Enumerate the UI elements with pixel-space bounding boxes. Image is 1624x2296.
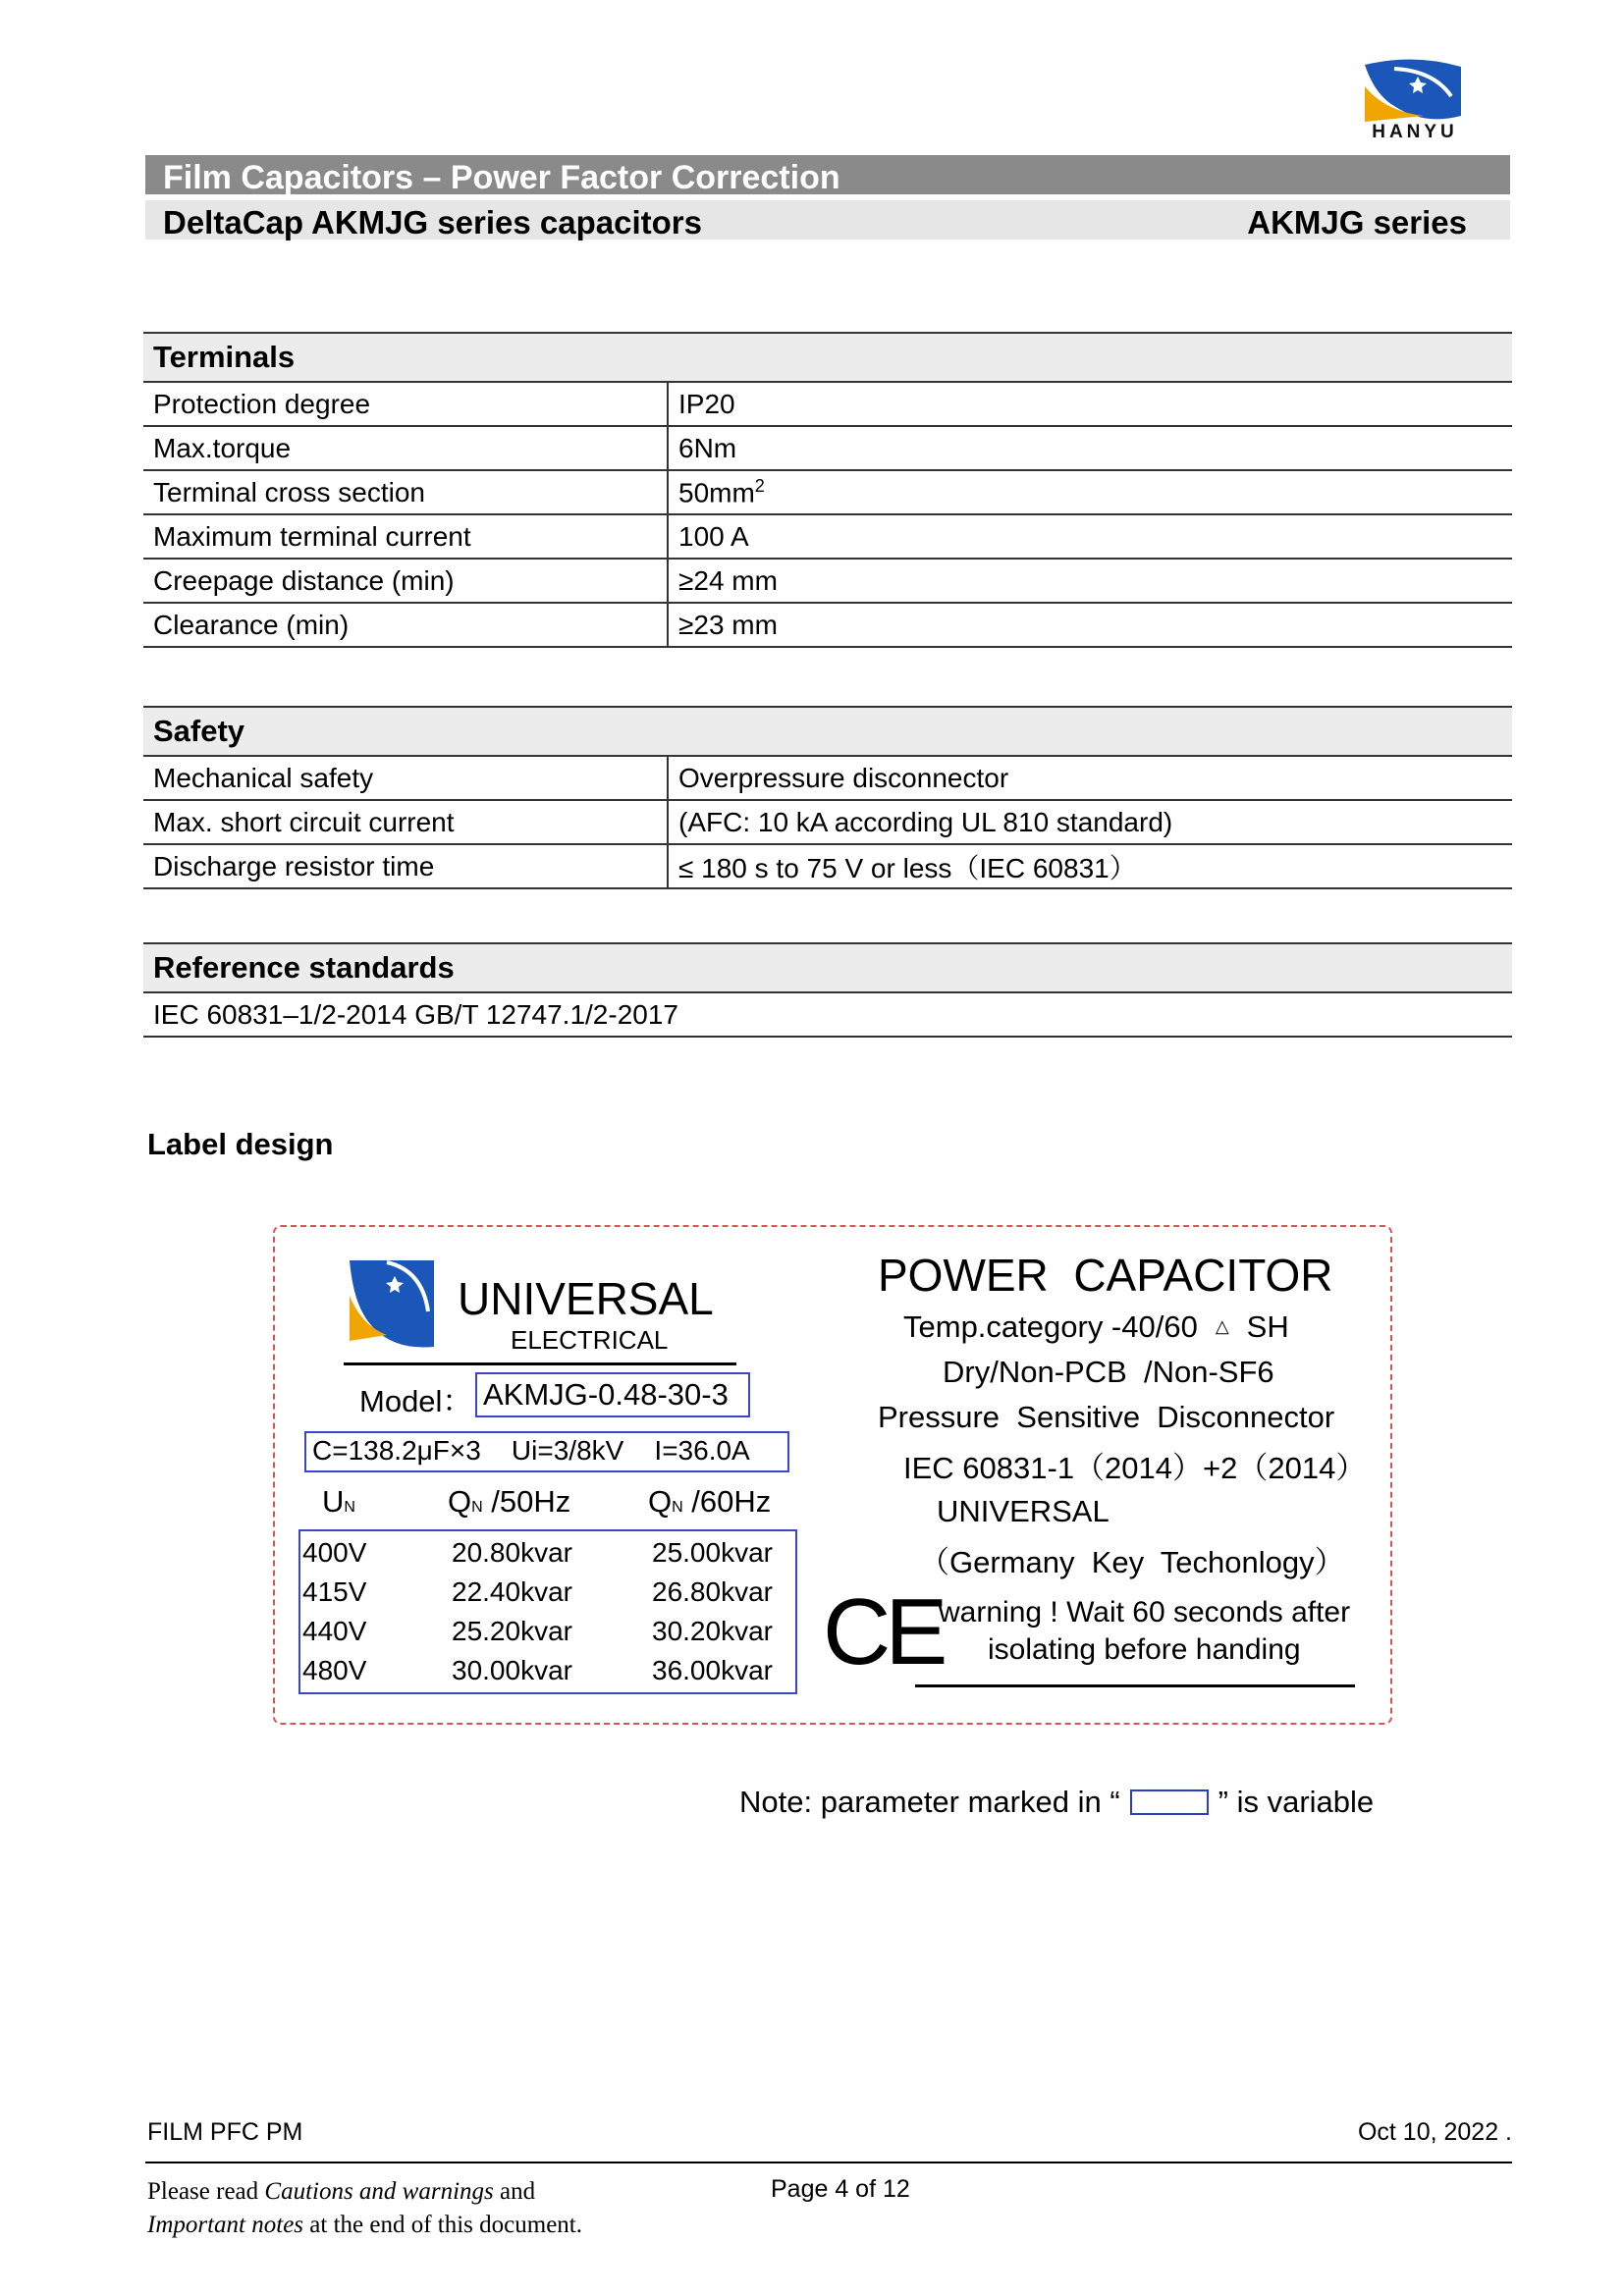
rating-un: 480V (302, 1655, 367, 1685)
reference-table (143, 942, 1512, 1038)
label-line5: UNIVERSAL (937, 1494, 1110, 1528)
ce-mark-icon: CE (823, 1579, 943, 1684)
col-q60-main: Q (648, 1484, 673, 1519)
row-value-text: 50mm (678, 477, 755, 508)
label-warning2: isolating before handing (988, 1633, 1301, 1666)
safety-heading: Safety (143, 707, 1512, 756)
temp-text: Temp.category -40/60 (903, 1309, 1198, 1344)
rating-q50: 20.80kvar (452, 1537, 572, 1568)
footer-doc-id: FILM PFC PM (147, 2118, 303, 2146)
rating-un: 440V (302, 1616, 367, 1646)
read-cautions: Cautions and warnings (264, 2178, 494, 2205)
label-model-value: AKMJG-0.48-30-3 (483, 1377, 729, 1412)
row-value: 6Nm (668, 426, 1512, 470)
row-value-sup: 2 (754, 475, 765, 496)
table-row (143, 800, 1512, 844)
row-value: ≥24 mm (668, 559, 1512, 603)
reference-value: IEC 60831–1/2-2014 GB/T 12747.1/2-2017 (143, 992, 1512, 1037)
footer-page-number: Page 4 of 12 (771, 2175, 910, 2203)
row-label: Creepage distance (min) (143, 559, 668, 603)
read-important: Important notes (147, 2212, 304, 2238)
params-variable-box (304, 1431, 789, 1472)
col-un (322, 1484, 355, 1520)
row-label: Clearance (min) (143, 603, 668, 647)
col-q60 (648, 1484, 771, 1520)
col-q50 (448, 1484, 570, 1520)
variable-note (739, 1785, 1374, 1820)
label-warning1: warning ! Wait 60 seconds after (939, 1596, 1351, 1629)
label-title: POWER CAPACITOR (878, 1250, 1333, 1301)
col-q50-sub: N (471, 1499, 483, 1516)
col-q50-rest: /50Hz (482, 1484, 571, 1519)
row-value: ≤ 180 s to 75 V or less（IEC 60831） (668, 844, 1512, 888)
rating-q50: 22.40kvar (452, 1576, 572, 1607)
note-prefix: Note: parameter marked in “ (739, 1785, 1120, 1819)
rating-un: 400V (302, 1537, 367, 1568)
header-title-band (145, 155, 1510, 194)
footer-divider (145, 2162, 1512, 2163)
read-text: and (493, 2178, 536, 2205)
row-value (668, 470, 1512, 514)
col-un-sub: N (344, 1499, 355, 1516)
row-label: Mechanical safety (143, 756, 668, 800)
label-brand-sub: ELECTRICAL (511, 1325, 669, 1355)
table-row (143, 992, 1512, 1037)
terminals-table (143, 332, 1512, 648)
row-value: (AFC: 10 kA according UL 810 standard) (668, 800, 1512, 844)
col-q50-main: Q (448, 1484, 472, 1519)
table-row (143, 603, 1512, 647)
row-value: ≥23 mm (668, 603, 1512, 647)
row-label: Max.torque (143, 426, 668, 470)
temp-sh: SH (1246, 1309, 1289, 1344)
label-line4: IEC 60831-1（2014）+2（2014） (903, 1451, 1367, 1485)
rating-q60: 30.20kvar (652, 1616, 773, 1646)
row-label: Discharge resistor time (143, 844, 668, 888)
label-brand: UNIVERSAL (458, 1273, 714, 1324)
rating-q50: 25.20kvar (452, 1616, 572, 1646)
ratings-variable-box (298, 1529, 797, 1694)
page-subtitle: DeltaCap AKMJG series capacitors (163, 204, 702, 240)
read-text: at the end of this document. (303, 2212, 582, 2238)
table-row (143, 426, 1512, 470)
rating-q60: 25.00kvar (652, 1537, 773, 1568)
label-line3: Pressure Sensitive Disconnector (878, 1400, 1335, 1434)
table-row (143, 844, 1512, 888)
table-row (143, 382, 1512, 426)
col-q60-rest: /60Hz (682, 1484, 772, 1519)
row-label: Protection degree (143, 382, 668, 426)
row-value: IP20 (668, 382, 1512, 426)
col-q60-sub: N (672, 1499, 683, 1516)
table-row (143, 470, 1512, 514)
row-label: Maximum terminal current (143, 514, 668, 559)
header-subtitle-band (145, 200, 1510, 240)
row-value: Overpressure disconnector (668, 756, 1512, 800)
row-label: Max. short circuit current (143, 800, 668, 844)
label-temp (903, 1309, 1289, 1345)
table-row (143, 756, 1512, 800)
logo-brand-text: HANYU (1372, 122, 1458, 142)
row-label: Terminal cross section (143, 470, 668, 514)
table-row (143, 559, 1512, 603)
model-variable-box (475, 1372, 750, 1417)
label-divider (344, 1362, 736, 1365)
series-label: AKMJG series (1247, 204, 1467, 240)
read-text: Please read (147, 2178, 265, 2205)
col-un-main: U (322, 1484, 345, 1519)
terminals-heading: Terminals (143, 333, 1512, 382)
table-row (143, 514, 1512, 559)
note-variable-box (1130, 1789, 1209, 1815)
label-line6: （Germany Key Techonlogy） (919, 1545, 1345, 1579)
note-suffix: ” is variable (1218, 1785, 1375, 1819)
temp-symbol: △ (1215, 1316, 1229, 1336)
rating-un: 415V (302, 1576, 367, 1607)
row-value: 100 A (668, 514, 1512, 559)
label-bottom-divider (915, 1684, 1355, 1687)
label-card (273, 1225, 1392, 1725)
universal-logo-icon (344, 1256, 442, 1351)
rating-q60: 36.00kvar (652, 1655, 773, 1685)
page-title: Film Capacitors – Power Factor Correction (163, 159, 840, 196)
footer-date: Oct 10, 2022 . (1357, 2118, 1512, 2146)
rating-q50: 30.00kvar (452, 1655, 572, 1685)
label-design-heading: Label design (147, 1127, 334, 1161)
label-line2: Dry/Non-PCB /Non-SF6 (943, 1355, 1274, 1389)
safety-table (143, 706, 1512, 889)
label-params: C=138.2μF×3 Ui=3/8kV I=36.0A (312, 1435, 750, 1466)
rating-q60: 26.80kvar (652, 1576, 773, 1607)
footer-read-notice (147, 2175, 582, 2242)
label-model-prefix: Model： (359, 1384, 473, 1418)
reference-heading: Reference standards (143, 943, 1512, 992)
